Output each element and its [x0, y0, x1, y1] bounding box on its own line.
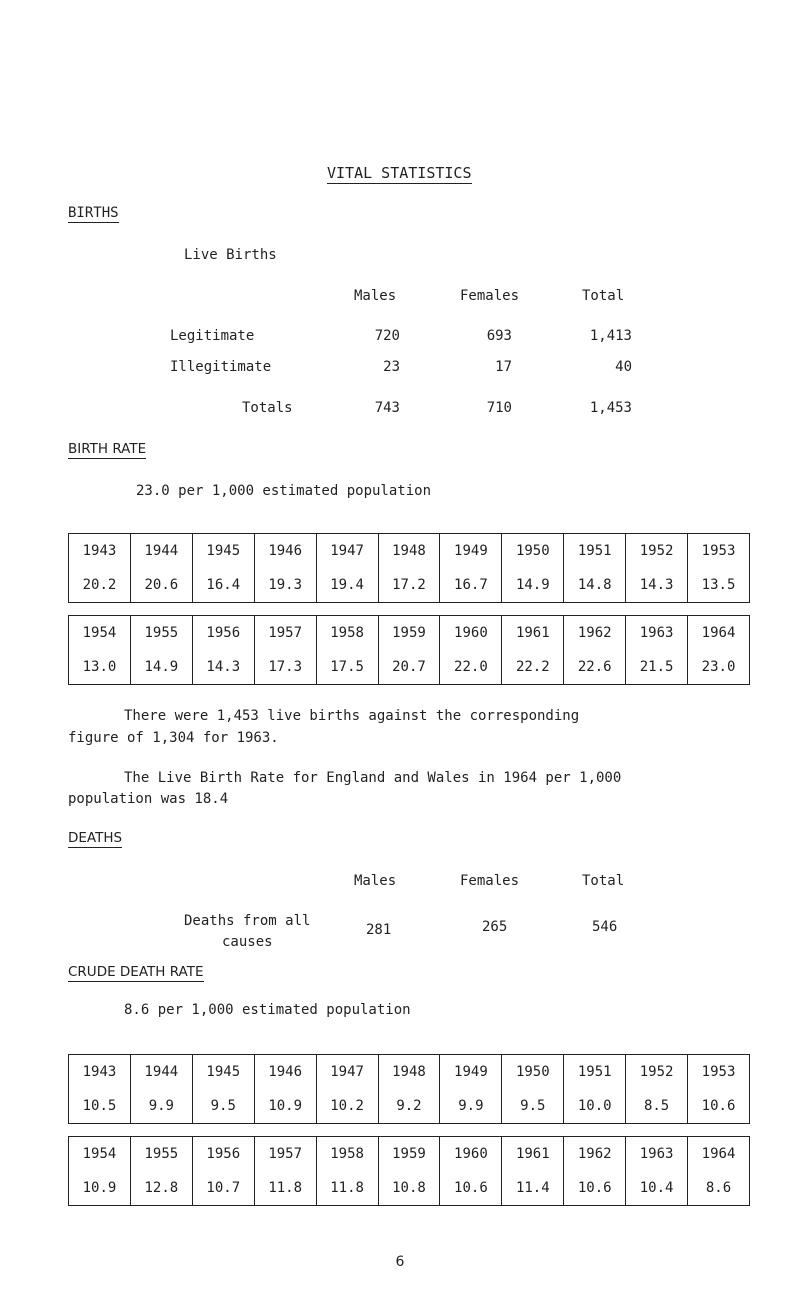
deaths-col-males: Males: [354, 873, 397, 889]
rate-cell: [626, 1055, 688, 1124]
year-label: 1954: [82, 1146, 117, 1162]
rate-value: 13.0: [82, 659, 117, 675]
births-cell: 720: [374, 328, 400, 344]
births-col-total: Total: [582, 288, 625, 304]
rate-cell: [254, 1137, 316, 1206]
year-label: 1945: [206, 1064, 241, 1080]
rate-cell: [316, 1137, 378, 1206]
births-cell: 17: [495, 359, 512, 375]
deaths-males-value: 281: [366, 922, 392, 938]
rate-cell: [192, 534, 254, 603]
rate-value: 20.7: [392, 659, 426, 675]
rate-cell: [69, 1055, 131, 1124]
rate-cell: [564, 1137, 626, 1206]
year-label: 1943: [82, 543, 117, 559]
birth-rate-table-1943-1953: [68, 533, 750, 603]
year-label: 1945: [206, 543, 241, 559]
rate-cell: [626, 616, 688, 685]
rate-value: 11.4: [515, 1180, 550, 1196]
rate-cell: [440, 534, 502, 603]
rate-value: 9.9: [148, 1098, 174, 1114]
rate-cell: [192, 1137, 254, 1206]
rate-value: 20.2: [82, 577, 117, 593]
year-label: 1943: [82, 1064, 117, 1080]
birth-rate-statement: 23.0 per 1,000 estimated population: [136, 483, 432, 499]
rate-value: 11.8: [268, 1180, 303, 1196]
rate-value: 9.5: [210, 1098, 236, 1114]
england-wales-note-line-1: The Live Birth Rate for England and Wales in 1964 per 1,000: [124, 770, 622, 786]
births-cell: 1,413: [589, 328, 632, 344]
rate-cell: [254, 616, 316, 685]
year-label: 1949: [454, 543, 488, 559]
year-label: 1964: [701, 1146, 736, 1162]
rate-cell: [688, 534, 750, 603]
births-cell: 40: [615, 359, 632, 375]
year-label: 1957: [268, 625, 303, 641]
year-label: 1963: [639, 625, 674, 641]
rate-cell: [564, 616, 626, 685]
rate-cell: [254, 1055, 316, 1124]
rate-value: 10.6: [454, 1180, 488, 1196]
rate-cell: [69, 616, 131, 685]
rate-cell: [440, 1055, 502, 1124]
year-label: 1951: [577, 543, 612, 559]
year-label: 1950: [515, 543, 550, 559]
birth-rate-table-1954-1964: [68, 615, 750, 685]
rate-value: 14.9: [144, 659, 179, 675]
rate-cell: [502, 534, 564, 603]
rate-cell: [378, 534, 440, 603]
rate-value: 22.2: [515, 659, 550, 675]
rate-value: 11.8: [330, 1180, 364, 1196]
rate-cell: [192, 1055, 254, 1124]
rate-cell: [502, 1137, 564, 1206]
rate-cell: [316, 1055, 378, 1124]
birth-rate-heading: BIRTH RATE: [68, 441, 147, 457]
rate-value: 10.0: [577, 1098, 612, 1114]
page-number: 6: [395, 1254, 405, 1270]
rate-value: 17.5: [330, 659, 364, 675]
rate-value: 8.5: [643, 1098, 670, 1114]
rate-value: 16.4: [206, 577, 241, 593]
year-label: 1947: [330, 1064, 364, 1080]
deaths-row-label-line-2: causes: [222, 934, 273, 950]
year-label: 1952: [639, 1064, 674, 1080]
year-label: 1952: [639, 543, 674, 559]
rate-cell: [130, 1137, 192, 1206]
year-label: 1947: [330, 543, 364, 559]
rate-cell: [626, 1137, 688, 1206]
rate-value: 12.8: [144, 1180, 179, 1196]
birth-note-line-2: figure of 1,304 for 1963.: [68, 730, 279, 746]
year-label: 1959: [392, 625, 426, 641]
rate-cell: [502, 1055, 564, 1124]
births-cell: 710: [486, 400, 512, 416]
rate-value: 20.6: [144, 577, 179, 593]
rate-value: 22.6: [577, 659, 612, 675]
rate-value: 14.9: [515, 577, 550, 593]
rate-cell: [130, 534, 192, 603]
rate-value: 23.0: [701, 659, 736, 675]
rate-cell: [69, 534, 131, 603]
year-label: 1961: [515, 1146, 550, 1162]
births-cell: 23: [383, 359, 400, 375]
rate-value: 14.8: [577, 577, 612, 593]
year-label: 1956: [206, 625, 241, 641]
births-row-label: Totals: [242, 400, 293, 416]
rate-value: 10.6: [577, 1180, 612, 1196]
year-label: 1961: [515, 625, 550, 641]
year-label: 1958: [330, 625, 364, 641]
rate-value: 10.2: [330, 1098, 364, 1114]
year-label: 1958: [330, 1146, 364, 1162]
rate-cell: [688, 1055, 750, 1124]
year-label: 1949: [454, 1064, 488, 1080]
death-rate-table-1943-1953: [68, 1054, 750, 1124]
rate-value: 17.2: [392, 577, 426, 593]
year-label: 1953: [701, 543, 736, 559]
deaths-col-females: Females: [460, 873, 520, 889]
year-label: 1944: [144, 1064, 179, 1080]
rate-value: 9.5: [520, 1098, 546, 1114]
year-label: 1948: [392, 543, 426, 559]
year-label: 1960: [454, 1146, 488, 1162]
year-label: 1946: [268, 1064, 303, 1080]
rate-cell: [440, 1137, 502, 1206]
rate-value: 10.6: [701, 1098, 736, 1114]
rate-value: 14.3: [639, 577, 674, 593]
year-label: 1960: [454, 625, 488, 641]
rate-value: 16.7: [454, 577, 488, 593]
births-heading: BIRTHS: [68, 205, 119, 221]
rate-value: 10.5: [82, 1098, 117, 1114]
year-label: 1946: [268, 543, 303, 559]
rate-value: 17.3: [268, 659, 303, 675]
rate-cell: [254, 534, 316, 603]
deaths-heading: DEATHS: [68, 830, 123, 846]
year-label: 1963: [639, 1146, 674, 1162]
rate-cell: [564, 534, 626, 603]
rate-cell: [130, 1055, 192, 1124]
rate-value: 8.6: [705, 1180, 732, 1196]
rate-value: 10.4: [639, 1180, 674, 1196]
births-col-males: Males: [354, 288, 397, 304]
year-label: 1956: [206, 1146, 241, 1162]
deaths-row-label-line-1: Deaths from all: [184, 913, 311, 929]
rate-cell: [378, 1055, 440, 1124]
rate-cell: [316, 616, 378, 685]
crude-death-rate-heading: CRUDE DEATH RATE: [68, 964, 204, 980]
rate-cell: [502, 616, 564, 685]
deaths-col-total: Total: [582, 873, 625, 889]
births-cell: 693: [486, 328, 512, 344]
year-label: 1951: [577, 1064, 612, 1080]
rate-cell: [626, 534, 688, 603]
year-label: 1948: [392, 1064, 426, 1080]
rate-cell: [130, 616, 192, 685]
rate-cell: [440, 616, 502, 685]
rate-value: 21.5: [639, 659, 674, 675]
year-label: 1950: [515, 1064, 550, 1080]
page-title: VITAL STATISTICS: [327, 164, 472, 182]
rate-value: 9.9: [458, 1098, 484, 1114]
rate-value: 13.5: [701, 577, 736, 593]
births-row-label: Illegitimate: [170, 359, 272, 375]
year-label: 1962: [577, 625, 612, 641]
rate-value: 10.7: [206, 1180, 241, 1196]
year-label: 1953: [701, 1064, 736, 1080]
rate-value: 9.2: [396, 1098, 422, 1114]
year-label: 1955: [144, 625, 179, 641]
rate-cell: [192, 616, 254, 685]
rate-cell: [688, 616, 750, 685]
rate-value: 22.0: [454, 659, 488, 675]
live-births-subheading: Live Births: [184, 247, 277, 263]
crude-death-rate-statement: 8.6 per 1,000 estimated population: [124, 1002, 411, 1018]
rate-value: 14.3: [206, 659, 241, 675]
rate-value: 10.9: [268, 1098, 303, 1114]
rate-value: 10.9: [82, 1180, 117, 1196]
year-label: 1959: [392, 1146, 426, 1162]
rate-cell: [564, 1055, 626, 1124]
death-rate-table-1954-1964: [68, 1136, 750, 1206]
year-label: 1964: [701, 625, 736, 641]
rate-cell: [69, 1137, 131, 1206]
year-label: 1955: [144, 1146, 179, 1162]
births-row-label: Legitimate: [170, 328, 255, 344]
deaths-total-value: 546: [592, 919, 618, 935]
births-cell: 1,453: [589, 400, 632, 416]
rate-cell: [378, 1137, 440, 1206]
rate-value: 10.8: [392, 1180, 426, 1196]
births-col-females: Females: [460, 288, 520, 304]
rate-value: 19.4: [330, 577, 364, 593]
year-label: 1944: [144, 543, 179, 559]
england-wales-note-line-2: population was 18.4: [68, 791, 229, 807]
rate-cell: [378, 616, 440, 685]
rate-cell: [688, 1137, 750, 1206]
deaths-females-value: 265: [482, 919, 508, 935]
year-label: 1957: [268, 1146, 303, 1162]
rate-cell: [316, 534, 378, 603]
births-cell: 743: [374, 400, 400, 416]
year-label: 1954: [82, 625, 117, 641]
rate-value: 19.3: [268, 577, 303, 593]
year-label: 1962: [577, 1146, 612, 1162]
birth-note-line-1: There were 1,453 live births against the corresponding: [124, 708, 580, 724]
